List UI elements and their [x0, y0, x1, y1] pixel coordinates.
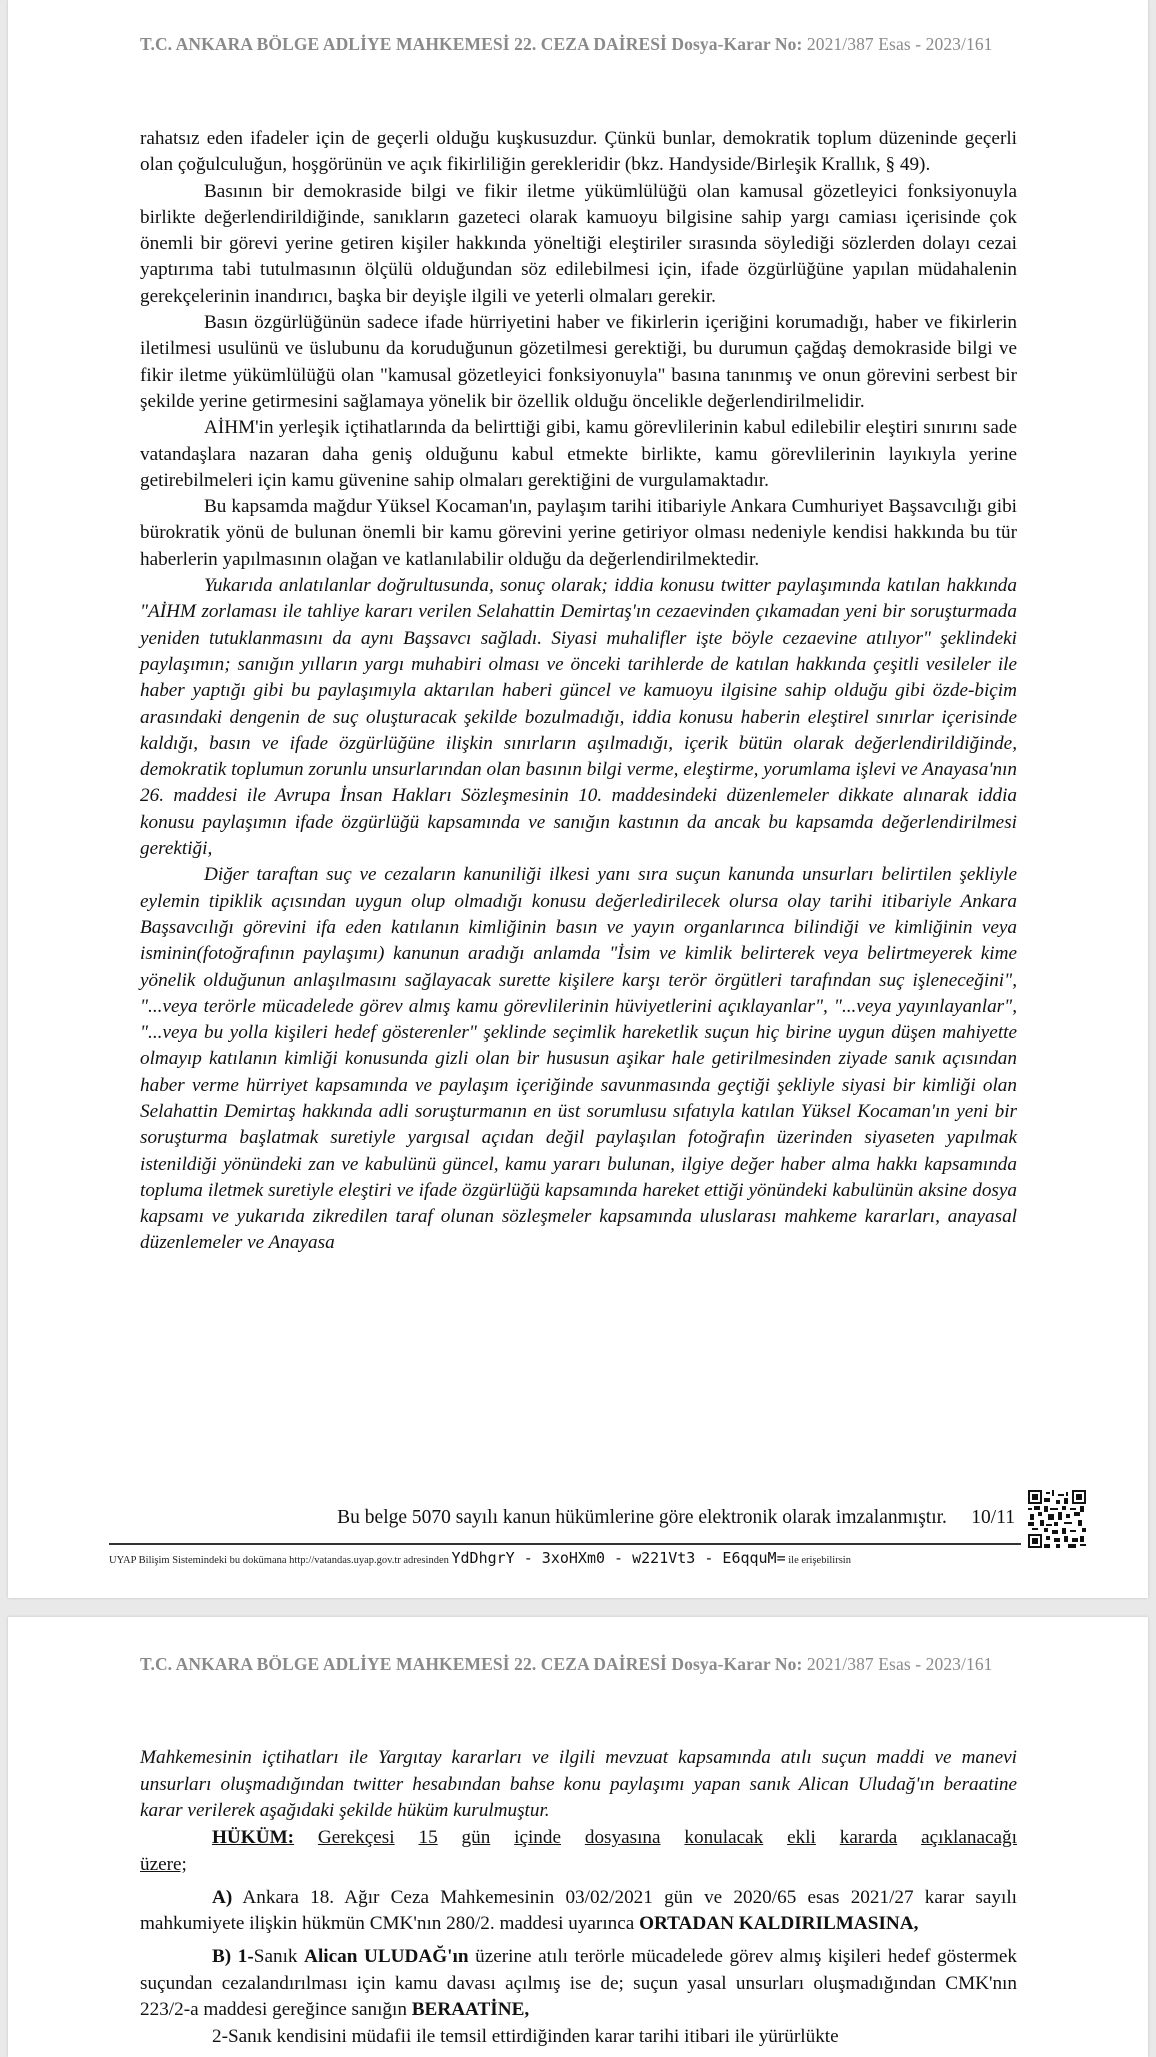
page-body: [140, 1745, 1017, 2051]
paragraph: Basın özgürlüğünün sadece ifade hürriyetini haber ve fikirlerin içeriğini korumadığı, haber ve fikirlerin iletilmesi usulünü ve üslubunu da koruduğunun gözetilmesi gerektiği, bu durumun çağdaş demokraside bilgi ve fikir iletme yükümlülüğü olan "kamusal gözetleyici fonksiyonuyla" basına tanınmış ve onun görevini serbest bir şekilde yerine getirmesini sağlamaya yönelik bir özellik olduğu öncelikle değerlendirilmelidir.: [140, 312, 1017, 412]
uyap-access-line: [109, 1547, 1021, 1569]
hukum-word: gün: [461, 1827, 491, 1849]
hukum-word: içinde: [514, 1827, 562, 1849]
item-b: [140, 1944, 1017, 2024]
verification-code: YdDhgrY - 3xoHXm0 - w221Vt3 - E6qquM=: [451, 1549, 786, 1567]
hukum-word: kararda: [839, 1827, 898, 1849]
page-header: [140, 30, 998, 58]
item-b-label: B) 1-: [212, 1945, 254, 1967]
hukum-label: HÜKÜM:: [212, 1827, 295, 1849]
hukum-word: 15: [418, 1827, 438, 1849]
paragraph-italic: Yukarıda anlatılanlar doğrultusunda, sonuç olarak; iddia konusu twitter paylaşımında katılan hakkında "AİHM zorlaması ile tahliye kararı verilen Selahattin Demirtaş'ın cezaevinden çıkamadan yeni bir soruşturmada yeniden tutuklanmasını da aynı Başsavcı sağladı. Siyasi muhalifler işte böyle cezaevine atılıyor" şeklindeki paylaşımın; sanığın yılların yargı muhabiri olması ve önceki tarihlerde de katılan hakkında çeşitli vesileler ile haber yaptığı gibi bu paylaşımıyla aktarılan haberi güncel ve kamuoyu ilgisine sahip olduğu gibi özde-biçim arasındaki dengenin de suç oluşturacak şekilde bozulmadığı, iddia konusu haberin eleştirel sınırlar içerisinde kaldığı, basın ve ifade özgürlüğüne ilişkin sınırların aşılmadığı, içerik bütün olarak değerlendirildiğinde, demokratik toplumun zorunlu unsurlarından olan basının bilgi verme, eleştirme, yorumlama işlevi ve Anayasa'nın 26. maddesi ile Avrupa İnsan Hakları Sözleşmesinin 10. maddesindeki düzenlemeler dikkate alınarak iddia konusu paylaşımın ifade özgürlüğü kapsamında ve sanığın kastının da ancak bu kapsamda değerlendirilmesi gerektiği,: [140, 575, 1017, 860]
item-b-decision: BERAATİNE,: [411, 1999, 530, 2021]
paragraph-italic: Mahkemesinin içtihatları ile Yargıtay kararları ve ilgili mevzuat kapsamında atılı suçun maddi ve manevi unsurları oluşmadığından twitter hesabından bahse konu paylaşımı yapan sanık Alican Uludağ'ın beraatine karar verilerek aşağıdaki şekilde hüküm kurulmuştur.: [140, 1747, 1017, 1822]
paragraph-italic: Diğer taraftan suç ve cezaların kanuniliği ilkesi yanı sıra suçun kanunda unsurları belirtilen şekliyle eylemin tipiklik açısından uygun olup olmadığı konusu değerledirilecek olursa olay tarihi itibariyle Ankara Başsavcılığı görevini ifa eden katılanın kimliğinin basın ve yayın organlarınca bilindiği ve kimliğinin veya isminin(fotoğrafının paylaşımı) kanunun aradığı anlamda "İsim ve kimlik belirterek veya belirtmeyerek kime yönelik olduğunun anlaşılmasını sağlayacak surette kişilere karşı terör örgütleri tarafından suç işleneceğini", "...veya terörle mücadelede görev almış kamu görevlilerinin hüviyetlerini açıklayanlar", "...veya yayınlayanlar", "...veya bu yolla kişileri hedef gösterenler" şeklinde seçimlik hareketlik suçun hiç birine uygun düşen mahiyette olmayıp katılanın kimliği konusunda gizli olan bir hususun aşikar hale getirilmesinden ziyade sanık açısından haber verme hürriyet kapsamında ve paylaşım içeriğinde savunmasında geçtiği şekliyle siyasi bir kimliği olan Selahattin Demirtaş hakkında adli soruşturmanın en üst sorumlusu sıfatıyla katılan Yüksel Kocaman'ın yeni bir soruşturma başlatmak suretiyle yargısal açıdan değil paylaşılan fotoğrafın üzerinden siyaseten yapılmak istenildiği yönündeki zan ve kabulünü güncel, kamu yararı bulunan, ilgiye değer haber alma hakkı kapsamında topluma iletmek suretiyle eleştiri ve ifade özgürlüğü kapsamında hareket ettiği yönündeki kabulünün aksine dosya kapsamı ve yukarıda zikredilen taraf olunan sözleşmeler kapsamında uluslarası mahkeme kararları, anayasal düzenlemeler ve Anayasa: [140, 864, 1017, 1254]
item-b-pre: Sanık: [253, 1945, 298, 1967]
document-page-11: [8, 1617, 1148, 2057]
hukum-word: konulacak: [684, 1827, 764, 1849]
page-body: [140, 126, 1017, 1257]
paragraph: Basının bir demokraside bilgi ve fikir iletme yükümlülüğü olan kamusal gözetleyici fonksiyonuyla birlikte değerlendirildiğinde, sanıkların gazeteci olarak kamuoyu bilgisine sahip yargı camiası içerisinde çok önemli bir görevi yerine getiren kişiler hakkında yöneltiği eleştiriler sırasında söylediği sözlerden dolayı cezai yaptırıma tabi tutulmasının ölçülü olduğundan söz edilebilmesi için, ifade özgürlüğüne yapılan müdahalenin gerekçelerinin inandırıcı, başka bir deyişle ilgili ve yeterli olmaları gerekir.: [140, 180, 1017, 307]
footer-divider: [109, 1543, 1021, 1545]
hukum-word: ekli: [787, 1827, 816, 1849]
signature-note: [185, 1507, 1015, 1529]
item-b-text: üzerine atılı terörle mücadelede görev almış kişileri hedef göstermek suçundan cezalandırılması için kamu davası açılmış ise de; suçun yasal unsurları oluşmadığından CMK'nın 223/2-a maddesi gereğince sanığın: [140, 1945, 1017, 2021]
document-page-10: [8, 0, 1148, 1598]
hukum-word: dosyasına: [584, 1827, 661, 1849]
item-a: [140, 1885, 1017, 1938]
court-title: T.C. ANKARA BÖLGE ADLİYE MAHKEMESİ 22. CEZA DAİRESİ Dosya-Karar No:: [140, 1654, 803, 1674]
item-b2: 2-Sanık kendisini müdafii ile temsil ettirdiğinden karar tarihi itibari ile yürürlükte: [212, 2026, 839, 2048]
item-a-decision: ORTADAN KALDIRILMASINA,: [639, 1913, 919, 1935]
item-a-label: A): [212, 1886, 233, 1908]
qr-code-icon: [1028, 1490, 1086, 1548]
uyap-prefix: UYAP Bilişim Sistemindeki bu dokümana http://vatandas.uyap.gov.tr adresinden: [109, 1555, 449, 1566]
page-header: [140, 1650, 998, 1678]
item-a-text: Ankara 18. Ağır Ceza Mahkemesinin 03/02/2021 gün ve 2020/65 esas 2021/27 karar sayılı mahkumiyete ilişkin hükmün CMK'nın 280/2. maddesi uyarınca: [140, 1886, 1017, 1935]
paragraph: rahatsız eden ifadeler için de geçerli olduğu kuşkusuzdur. Çünkü bunlar, demokratik toplum düzeninde geçerli olan çoğulculuğun, hoşgörünün ve açık fikirliliğin gerekleridir (bkz. Handyside/Birleşik Krallık, § 49).: [140, 128, 1017, 176]
court-title: T.C. ANKARA BÖLGE ADLİYE MAHKEMESİ 22. CEZA DAİRESİ Dosya-Karar No:: [140, 34, 803, 54]
hukum-word: Gerekçesi: [317, 1827, 395, 1849]
uyap-suffix: ile erişebilirsin: [788, 1555, 851, 1566]
page-number: 10/11: [971, 1507, 1015, 1528]
paragraph: AİHM'in yerleşik içtihatlarında da belirttiği gibi, kamu görevlilerinin kabul edilebilir eleştiri sınırını sade vatandaşlara nazaran daha geniş olduğunu kabul etmekte birlikte, kamu görevlilerinin layıkıyla yerine getirebilmeleri için kamu güvenine sahip olmaları gerektiğini de vurgulamaktadır.: [140, 417, 1017, 491]
hukum-word: açıklanacağı: [921, 1827, 1017, 1849]
paragraph: Bu kapsamda mağdur Yüksel Kocaman'ın, paylaşım tarihi itibariyle Ankara Cumhuriyet Başsavcılığı gibi bürokratik yönü de bulunan önemli bir kamu görevini yerine getiriyor olması nedeniyle kendisi hakkında bu tür haberlerin yapılmasının olağan ve katlanılabilir olduğu da değerlendirilmektedir.: [140, 496, 1017, 570]
defendant-name: Alican ULUDAĞ'ın: [304, 1945, 469, 1967]
hukum-line: [140, 1825, 1017, 1852]
case-number: 2021/387 Esas - 2023/161: [806, 1654, 993, 1674]
hukum-end: üzere;: [140, 1853, 187, 1875]
signed-text: Bu belge 5070 sayılı kanun hükümlerine göre elektronik olarak imzalanmıştır.: [337, 1507, 947, 1528]
case-number: 2021/387 Esas - 2023/161: [806, 34, 993, 54]
